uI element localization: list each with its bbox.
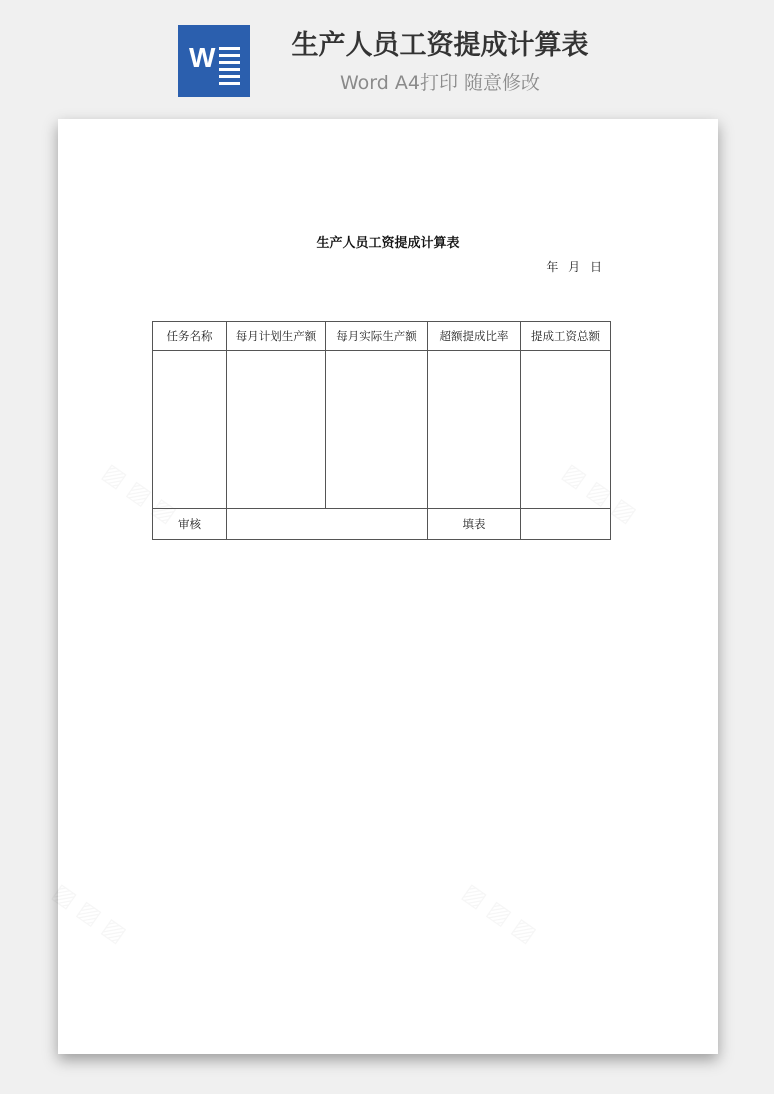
salary-table <box>152 321 611 540</box>
fill-field[interactable] <box>521 509 611 540</box>
document-page <box>58 119 718 1054</box>
review-field[interactable] <box>227 509 428 540</box>
cell-bonus-rate[interactable] <box>428 351 521 509</box>
header-bonus-rate: 超额提成比率 <box>428 322 521 351</box>
cell-planned-output[interactable] <box>227 351 326 509</box>
header-planned-output: 每月计划生产额 <box>227 322 326 351</box>
cell-actual-output[interactable] <box>326 351 428 509</box>
watermark <box>48 878 132 949</box>
header-total-bonus: 提成工资总额 <box>521 322 611 351</box>
header-subtitle: Word A4打印 随意修改 <box>339 72 540 94</box>
watermark <box>458 878 542 949</box>
table-row <box>153 351 611 509</box>
cell-task-name[interactable] <box>153 351 227 509</box>
header-task-name: 任务名称 <box>153 322 227 351</box>
table-footer-row <box>153 509 611 540</box>
logo-lines <box>219 47 240 89</box>
word-document-icon <box>178 25 250 97</box>
logo-letter: W <box>189 42 216 73</box>
review-label: 审核 <box>153 509 227 540</box>
cell-total-bonus[interactable] <box>521 351 611 509</box>
header-actual-output: 每月实际生产额 <box>326 322 428 351</box>
date-line: 年 月 日 <box>546 260 602 274</box>
table-header-row <box>153 322 611 351</box>
fill-label: 填表 <box>428 509 521 540</box>
header-title: 生产人员工资提成计算表 <box>291 30 589 61</box>
document-title: 生产人员工资提成计算表 <box>316 236 460 251</box>
